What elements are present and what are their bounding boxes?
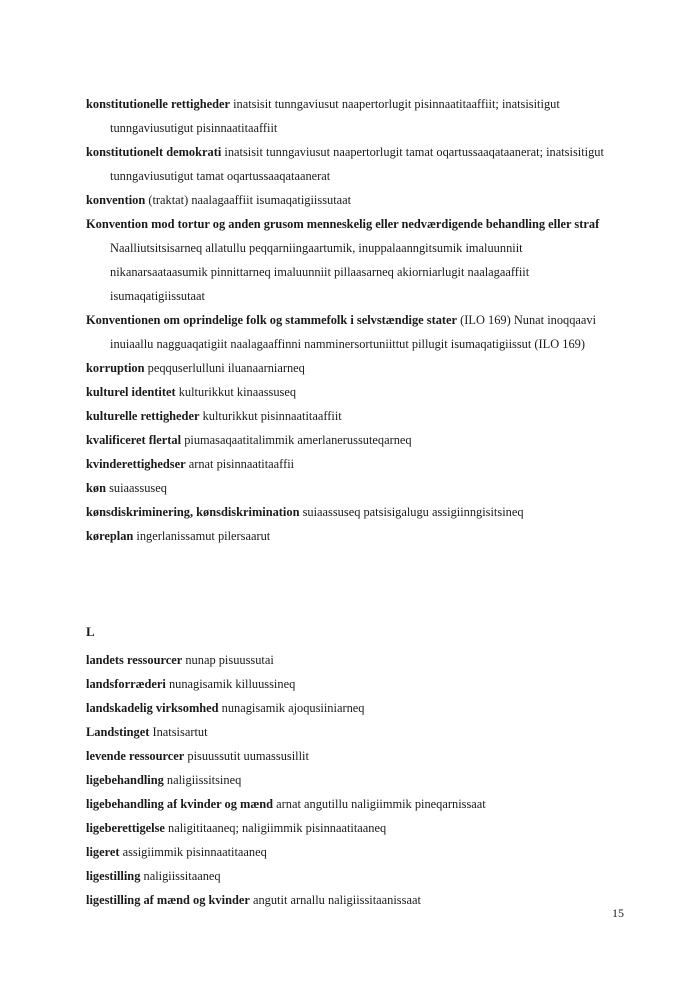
entry-definition: nunagisamik killuussineq <box>168 677 296 691</box>
entry-term: landsforræderi <box>86 677 166 691</box>
entry-term: ligebehandling <box>86 773 164 787</box>
glossary-entry <box>86 648 606 672</box>
glossary-entry <box>86 840 606 864</box>
glossary-entry <box>86 92 606 140</box>
entry-definition: ingerlanissamut pilersaarut <box>136 529 271 543</box>
glossary-entry <box>86 792 606 816</box>
entry-definition: arnat pisinnaatitaaffii <box>188 457 295 471</box>
entry-definition: piumasaqaatitalimmik amerlanerussuteqarneq <box>184 433 412 447</box>
entry-definition: suiaassuseq <box>109 481 167 495</box>
glossary-section-k <box>86 92 606 548</box>
entry-term: kulturelle rettigheder <box>86 409 200 423</box>
glossary-entry <box>86 744 606 768</box>
entry-term: ligestilling <box>86 869 141 883</box>
entry-definition: angutit arnallu naligiissitaanissaat <box>252 893 421 907</box>
entry-definition: naligititaaneq; naligiimmik pisinnaatitaaneq <box>168 821 387 835</box>
entry-definition: peqquserlulluni iluanaarniarneq <box>147 361 305 375</box>
entry-term: ligeret <box>86 845 120 859</box>
entry-definition: kulturikkut pisinnaatitaaffiit <box>202 409 342 423</box>
entry-definition: nunagisamik ajoqusiiniarneq <box>221 701 365 715</box>
entry-definition: Naalliutsitsisarneq allatullu peqqarniingaartumik, inuppalaanngitsumik imaluunniit nikanarsaataasumik pinnittarneq imaluunniit pillaasarneq akiorniarlugit naalagaaffiit isumaqatigiissutaat <box>110 241 530 303</box>
entry-definition: Inatsisartut <box>152 725 208 739</box>
glossary-entry <box>86 452 606 476</box>
entry-definition: arnat angutillu naligiimmik pineqarnissaat <box>276 797 486 811</box>
glossary-entry <box>86 212 606 308</box>
page-number: 15 <box>612 906 624 920</box>
entry-term: konstitutionelle rettigheder <box>86 97 230 111</box>
entry-definition: kulturikkut kinaassuseq <box>178 385 297 399</box>
entry-term: levende ressourcer <box>86 749 185 763</box>
glossary-entry <box>86 864 606 888</box>
entry-term: kvinderettighedser <box>86 457 186 471</box>
entry-definition: inatsisit tunngaviusut naapertorlugit pisinnaatitaaffiit; inatsisitigut tunngaviusutigut pisinnaatitaaffiit <box>110 97 560 135</box>
glossary-entry <box>86 380 606 404</box>
glossary-entry <box>86 500 606 524</box>
entry-definition: (traktat) naalagaaffiit isumaqatigiissutaat <box>148 193 352 207</box>
glossary-entry <box>86 768 606 792</box>
glossary-entry <box>86 816 606 840</box>
glossary-entry <box>86 404 606 428</box>
entry-term: landets ressourcer <box>86 653 183 667</box>
entry-term: kulturel identitet <box>86 385 176 399</box>
glossary-entry <box>86 672 606 696</box>
glossary-entry <box>86 308 606 356</box>
entry-term: landskadelig virksomhed <box>86 701 219 715</box>
glossary-entry <box>86 720 606 744</box>
glossary-entry <box>86 476 606 500</box>
entry-term: køreplan <box>86 529 134 543</box>
glossary-entry <box>86 428 606 452</box>
glossary-section-l <box>86 648 606 912</box>
entry-term: ligebehandling af kvinder og mænd <box>86 797 274 811</box>
entry-definition: naligiissitaaneq <box>143 869 221 883</box>
entry-definition: assigiimmik pisinnaatitaaneq <box>122 845 267 859</box>
entry-term: kønsdiskriminering, kønsdiskrimination <box>86 505 300 519</box>
entry-term: kvalificeret flertal <box>86 433 182 447</box>
glossary-entry <box>86 696 606 720</box>
entry-definition: nunap pisuussutai <box>185 653 274 667</box>
entry-definition: (ILO 169) Nunat inoqqaavi inuiaallu nagguaqatigiit naalagaaffinni namminersortuniittut pillugit isumaqatigiissut (ILO 169) <box>110 313 597 351</box>
glossary-entry <box>86 888 606 912</box>
entry-term: konstitutionelt demokrati <box>86 145 222 159</box>
entry-term: Landstinget <box>86 725 150 739</box>
section-letter-heading: L <box>86 624 95 639</box>
entry-definition: inatsisit tunngaviusut naapertorlugit tamat oqartussaaqataanerat; inatsisitigut tunngaviusutigut tamat oqartussaaqataanerat <box>110 145 604 183</box>
entry-term: ligestilling af mænd og kvinder <box>86 893 250 907</box>
entry-term: Konvention mod tortur og anden grusom menneskelig eller nedværdigende behandling eller straf <box>86 217 600 231</box>
glossary-entry <box>86 188 606 212</box>
glossary-entry <box>86 524 606 548</box>
entry-term: konvention <box>86 193 146 207</box>
entry-definition: naligiissitsineq <box>166 773 242 787</box>
entry-term: ligeberettigelse <box>86 821 165 835</box>
glossary-entry <box>86 140 606 188</box>
entry-definition: pisuussutit uumassusillit <box>187 749 309 763</box>
entry-definition: suiaassuseq patsisigalugu assigiinngisitsineq <box>302 505 524 519</box>
entry-term: Konventionen om oprindelige folk og stammefolk i selvstændige stater <box>86 313 458 327</box>
entry-term: korruption <box>86 361 145 375</box>
glossary-entry <box>86 356 606 380</box>
entry-term: køn <box>86 481 106 495</box>
